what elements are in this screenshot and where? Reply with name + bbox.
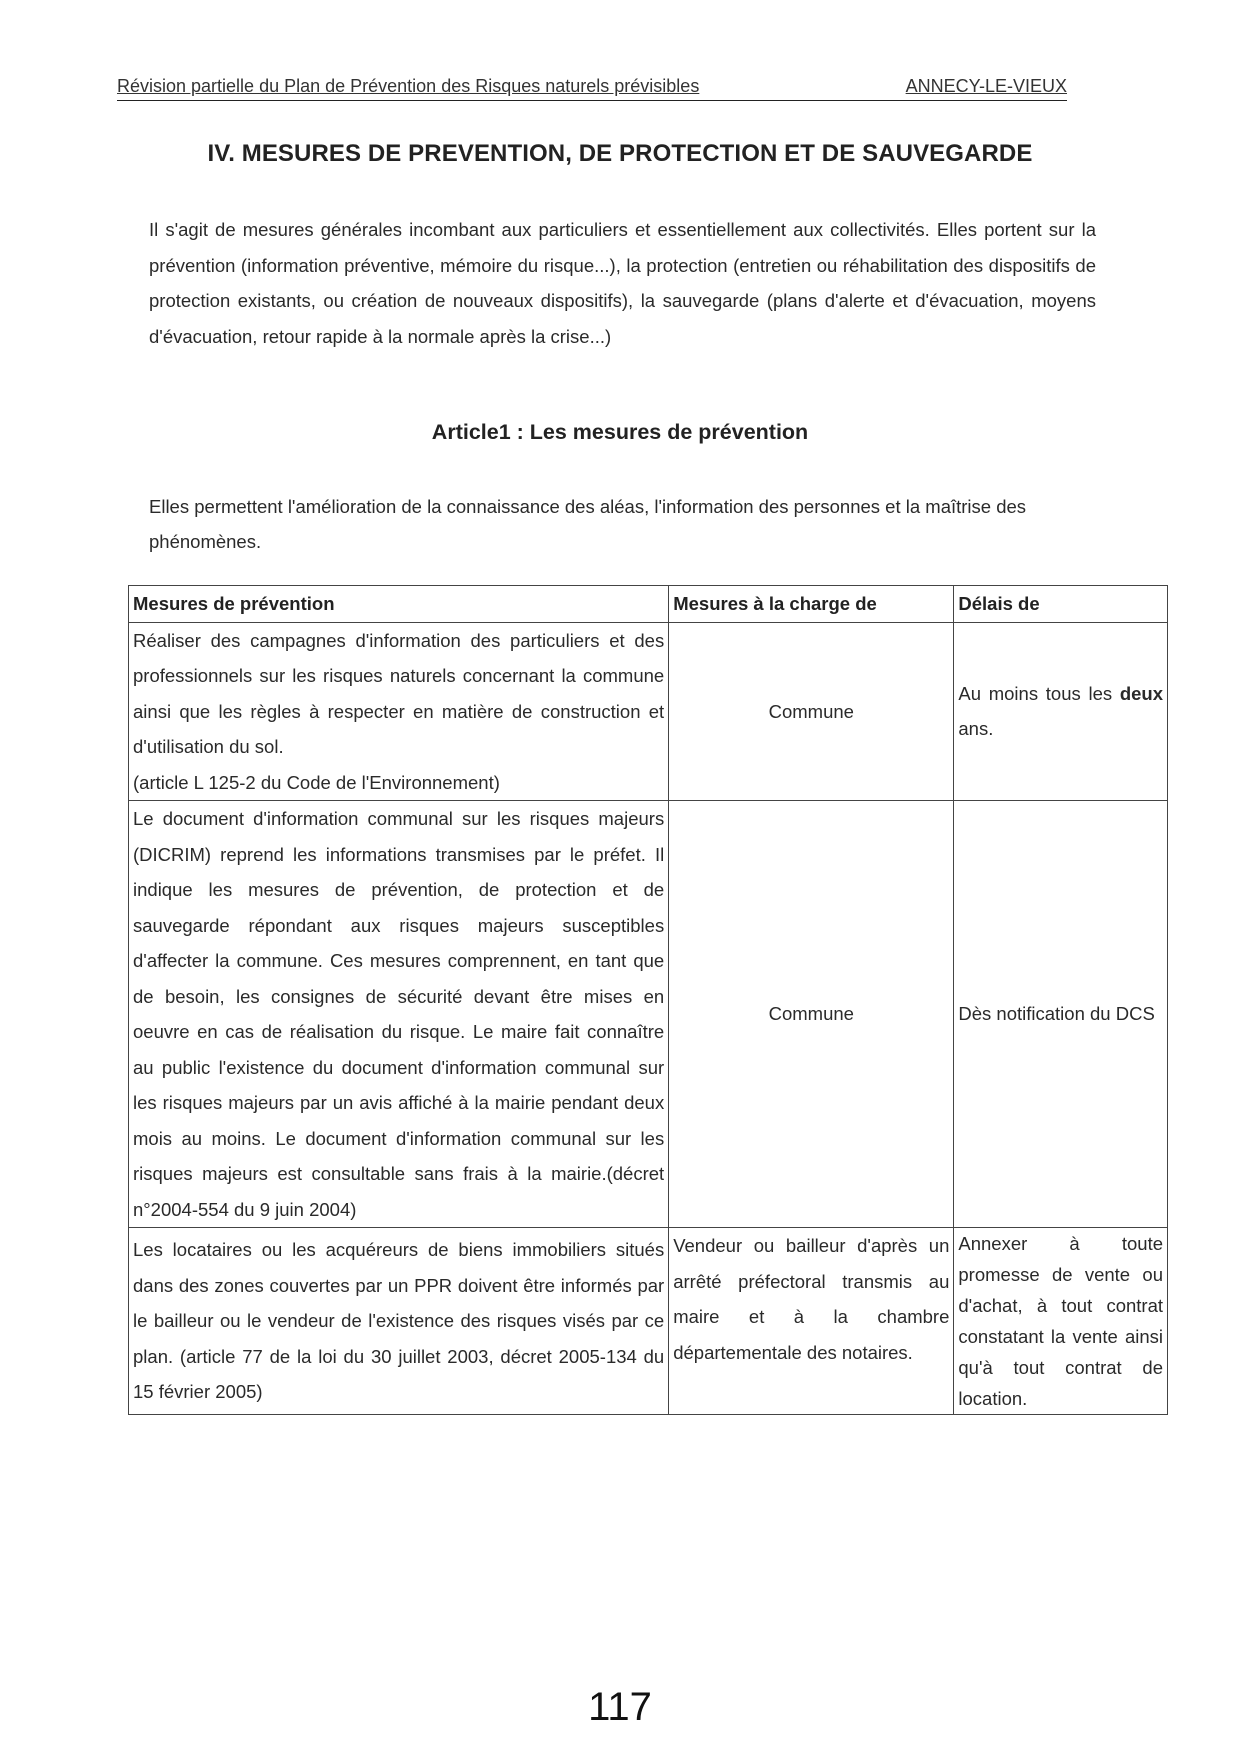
table-row	[129, 1228, 1168, 1415]
table-row	[129, 801, 1168, 1228]
prevention-measures-table	[128, 585, 1168, 1415]
measure-cell	[129, 801, 669, 1228]
responsible-cell: Commune	[669, 622, 954, 801]
delay-suffix: ans.	[958, 718, 994, 740]
header-delay: Délais de	[954, 586, 1168, 623]
measure-reference: (article L 125-2 du Code de l'Environnement)	[133, 771, 500, 793]
running-header	[117, 76, 1067, 101]
delay-cell: Annexer à toute promesse de vente ou d'achat, à tout contrat constatant la vente ainsi qu'à tout contrat de location.	[954, 1228, 1168, 1415]
table-row	[129, 622, 1168, 801]
responsible-cell: Commune	[669, 801, 954, 1228]
header-commune: ANNECY-LE-VIEUX	[905, 76, 1067, 96]
delay-emphasis: deux	[1119, 682, 1164, 704]
measure-text: Le document d'information communal sur les risques majeurs (DICRIM) reprend les informations transmises par le préfet. Il indique les mesures de prévention, de protection et de sauvegarde répondant aux risques majeurs susceptibles d'affecter la commune. Ces mesures comprennent, en tant que de besoin, les consignes de sécurité devant être mises en oeuvre en cas de réalisation du risque. Le maire fait connaître au public l'existence du document d'information communal sur les risques majeurs par un avis affiché à la mairie pendant deux mois au moins.	[133, 808, 665, 1149]
article-intro: Elles permettent l'amélioration de la connaissance des aléas, l'information des personnes et la maîtrise des phénomènes.	[149, 496, 1027, 552]
section-title: IV. MESURES DE PREVENTION, DE PROTECTION ET DE SAUVEGARDE	[207, 140, 1033, 167]
measure-cell	[129, 622, 669, 801]
measure-reference: Le document d'information communal sur les risques majeurs est consultable sans frais à la mairie.(décret n°2004-554 du 9 juin 2004)	[133, 1127, 665, 1220]
responsible-cell: Vendeur ou bailleur d'après un arrêté préfectoral transmis au maire et à la chambre départementale des notaires.	[669, 1228, 954, 1415]
delay-cell	[954, 622, 1168, 801]
header-measures: Mesures de prévention	[129, 586, 669, 623]
table-header-row	[129, 586, 1168, 623]
page-number: 117	[588, 1685, 652, 1729]
measure-cell: Les locataires ou les acquéreurs de biens immobiliers situés dans des zones couvertes par un PPR doivent être informés par le bailleur ou le vendeur de l'existence des risques visés par ce plan. (article 77 de la loi du 30 juillet 2003, décret 2005-134 du 15 février 2005)	[129, 1228, 669, 1415]
delay-cell: Dès notification du DCS	[954, 801, 1168, 1228]
header-document-title: Révision partielle du Plan de Prévention des Risques naturels prévisibles	[117, 76, 700, 96]
header-responsible: Mesures à la charge de	[669, 586, 954, 623]
measure-text: Réaliser des campagnes d'information des particuliers et des professionnels sur les risques naturels concernant la commune ainsi que les règles à respecter en matière de construction et d'utilisation du sol.	[133, 629, 665, 757]
article-title: Article1 : Les mesures de prévention	[431, 420, 809, 444]
delay-prefix: Au moins tous les	[958, 682, 1113, 704]
section-intro: Il s'agit de mesures générales incombant aux particuliers et essentiellement aux collectivités. Elles portent sur la prévention (information préventive, mémoire du risque...), la protection (entretien ou réhabilitation des dispositifs de protection existants, ou création de nouveaux dispositifs), la sauvegarde (plans d'alerte et d'évacuation, moyens d'évacuation, retour rapide à la normale après la crise...)	[149, 219, 1096, 347]
